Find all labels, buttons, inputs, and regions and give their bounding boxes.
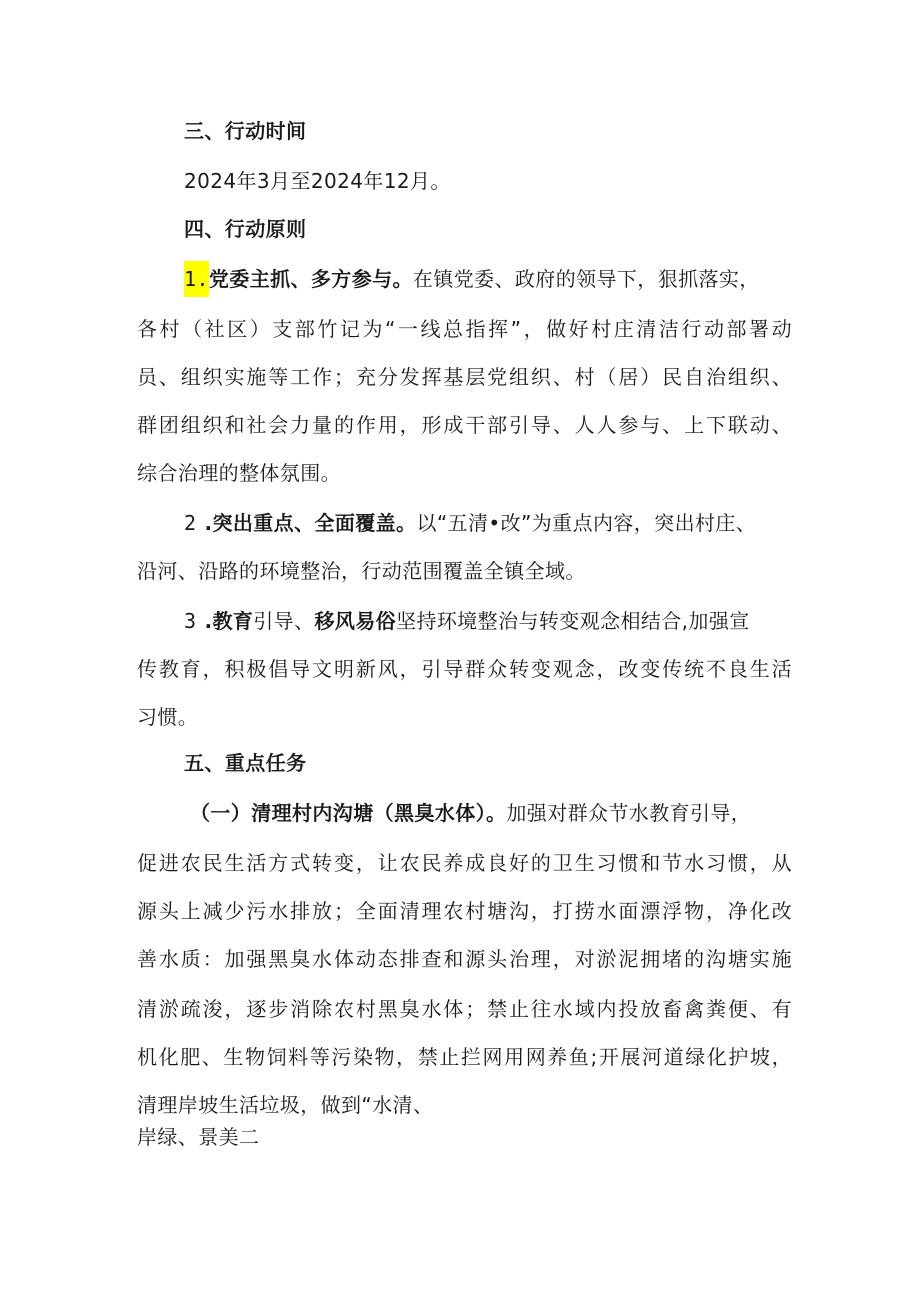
task-1-line-2: 促进农民生活方式转变，让农民养成良好的卫生习惯和节水习惯，从 [137, 851, 792, 875]
principle-1-text: 在镇党委、政府的领导下，狠抓落实， [412, 267, 760, 291]
principle-3-line-3: 习惯。 [137, 705, 199, 729]
section-heading-3: 三、行动时间 [184, 119, 307, 143]
principle-1-line-2: 各村（社区）支部竹记为“一线总指挥”，做好村庄清洁行动部署动 [137, 317, 792, 341]
section-heading-4: 四、行动原则 [184, 217, 307, 241]
principle-2-text: 以“五清•改”为重点内容，突出村庄、 [416, 511, 757, 535]
principle-1-number: 1. [184, 261, 209, 297]
principle-3-first-line [184, 608, 750, 634]
principle-1-line-4: 群团组织和社会力量的作用，形成干部引导、人人参与、上下联动、 [137, 413, 792, 437]
principle-3-number: 3 [184, 609, 197, 633]
principle-2-line-2: 沿河、沿路的环境整治，行动范围覆盖全镇全域。 [137, 559, 586, 583]
section-heading-5: 五、重点任务 [184, 751, 307, 775]
task-1-first-line [190, 800, 751, 826]
principle-2-number: 2 [184, 511, 197, 535]
task-1-line-8: 岸绿、景美二 [137, 1125, 260, 1149]
task-1-line-6: 机化肥、生物饲料等污染物，禁止拦网用网养鱼;开展河道绿化护坡， [137, 1045, 792, 1069]
task-1-title: （一）清理村内沟塘（黑臭水体）。 [190, 801, 507, 825]
principle-1-first-line [184, 266, 760, 292]
principle-2-title: .突出重点、全面覆盖。 [204, 511, 417, 535]
task-1-line-3: 源头上减少污水排放；全面清理农村塘沟，打捞水面漂浮物，净化改 [137, 899, 792, 923]
principle-1-title: 党委主抓、多方参与。 [208, 267, 413, 291]
principle-3-title-a: .教育 [204, 609, 254, 633]
task-1-text: 加强对群众节水教育引导， [506, 801, 752, 825]
task-1-line-4: 善水质：加强黑臭水体动态排查和源头治理，对淤泥拥堵的沟塘实施 [137, 947, 792, 971]
time-range-text: 2024年3月至2024年12月。 [184, 169, 451, 193]
principle-1-line-5: 综合治理的整体氛围。 [137, 461, 341, 485]
principle-3-text: 坚持环境整治与转变观念相结合,加强宣 [396, 609, 750, 633]
principle-2-first-line [184, 510, 756, 536]
principle-3-line-2: 传教育，积极倡导文明新风，引导群众转变观念，改变传统不良生活 [137, 657, 792, 681]
task-1-line-7: 清理岸坡生活垃圾，做到“水清、 [137, 1093, 434, 1117]
principle-1-line-3: 员、组织实施等工作；充分发挥基层党组织、村（居）民自治组织、 [137, 365, 792, 389]
task-1-line-5: 清淤疏浚，逐步消除农村黑臭水体；禁止往水域内投放畜禽粪便、有 [137, 997, 792, 1021]
principle-3-title-b: 移风易俗 [314, 609, 397, 633]
principle-3-title-mid: 引导、 [253, 609, 315, 633]
